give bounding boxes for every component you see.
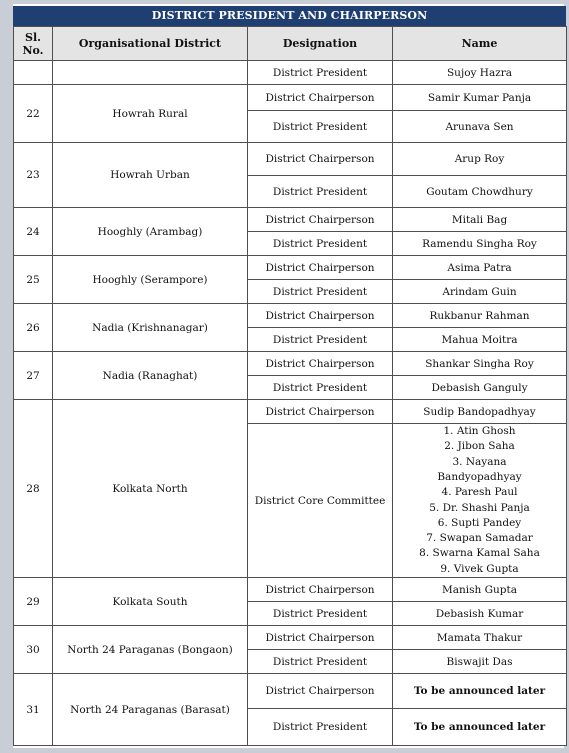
committee-member: 2. Jibon Saha [444, 440, 515, 453]
name-cell: Rukbanur Rahman [393, 304, 567, 328]
header-name: Name [393, 27, 567, 61]
header-district: Organisational District [53, 27, 248, 61]
name-cell: Mahua Moitra [393, 328, 567, 352]
district-table [13, 26, 567, 746]
designation-cell: District President [248, 111, 393, 143]
district-cell: Nadia (Krishnanagar) [53, 304, 248, 352]
committee-member: 7. Swapan Samadar [426, 532, 533, 545]
header-sl-no: Sl. No. [14, 27, 53, 61]
sl-no-cell [14, 61, 53, 85]
designation-cell: District Chairperson [248, 304, 393, 328]
designation-cell: District President [248, 328, 393, 352]
table-row [14, 85, 567, 111]
sl-no-cell: 22 [14, 85, 53, 143]
designation-cell: District Chairperson [248, 85, 393, 111]
district-cell: Nadia (Ranaghat) [53, 352, 248, 400]
committee-member: 5. Dr. Shashi Panja [429, 501, 530, 514]
designation-cell: District President [248, 602, 393, 626]
table-row [14, 208, 567, 232]
designation-cell: District President [248, 280, 393, 304]
district-cell: Kolkata North [53, 400, 248, 578]
table-row [14, 352, 567, 376]
district-cell: North 24 Paraganas (Barasat) [53, 674, 248, 746]
district-cell: North 24 Paraganas (Bongaon) [53, 626, 248, 674]
sl-no-cell: 23 [14, 143, 53, 208]
sl-no-cell: 25 [14, 256, 53, 304]
name-cell: Mamata Thakur [393, 626, 567, 650]
committee-member: 6. Supti Pandey [437, 516, 522, 529]
designation-cell: District President [248, 61, 393, 85]
name-cell: Mitali Bag [393, 208, 567, 232]
designation-cell: District Chairperson [248, 143, 393, 176]
committee-member: 9. Vivek Gupta [440, 562, 519, 575]
table-row [14, 578, 567, 602]
designation-cell: District Chairperson [248, 256, 393, 280]
table-row [14, 400, 567, 424]
table-title: DISTRICT PRESIDENT AND CHAIRPERSON [13, 6, 566, 26]
district-cell: Hooghly (Arambag) [53, 208, 248, 256]
sl-no-cell: 29 [14, 578, 53, 626]
designation-cell: District President [248, 709, 393, 746]
sl-no-cell: 30 [14, 626, 53, 674]
name-cell: Biswajit Das [393, 650, 567, 674]
name-cell: Manish Gupta [393, 578, 567, 602]
sl-no-cell: 28 [14, 400, 53, 578]
committee-member-list [395, 424, 564, 577]
sl-no-cell: 31 [14, 674, 53, 746]
name-cell: Sudip Bandopadhyay [393, 400, 567, 424]
committee-member: 8. Swarna Kamal Saha [419, 547, 540, 560]
name-cell: Samir Kumar Panja [393, 85, 567, 111]
table-row [14, 143, 567, 176]
district-cell: Howrah Rural [53, 85, 248, 143]
name-cell: Debasish Kumar [393, 602, 567, 626]
name-cell: Ramendu Singha Roy [393, 232, 567, 256]
header-designation: Designation [248, 27, 393, 61]
committee-member: 4. Paresh Paul [441, 486, 518, 499]
table-row [14, 256, 567, 280]
designation-cell: District Chairperson [248, 578, 393, 602]
designation-cell: District Chairperson [248, 208, 393, 232]
sl-no-cell: 27 [14, 352, 53, 400]
designation-cell: District Chairperson [248, 352, 393, 376]
district-cell: Kolkata South [53, 578, 248, 626]
designation-cell: District President [248, 176, 393, 208]
name-cell: Sujoy Hazra [393, 61, 567, 85]
designation-cell: District President [248, 376, 393, 400]
district-cell: Howrah Urban [53, 143, 248, 208]
table-row [14, 674, 567, 709]
name-cell: Debasish Ganguly [393, 376, 567, 400]
sl-no-cell: 24 [14, 208, 53, 256]
committee-member: Bandyopadhyay [437, 470, 522, 483]
designation-cell: District Chairperson [248, 400, 393, 424]
designation-cell: District Chairperson [248, 626, 393, 650]
designation-cell: District President [248, 232, 393, 256]
committee-member: 3. Nayana [452, 455, 507, 468]
sl-no-cell: 26 [14, 304, 53, 352]
header-row [14, 27, 567, 61]
designation-cell: District Chairperson [248, 674, 393, 709]
name-cell: Arindam Guin [393, 280, 567, 304]
district-cell [53, 61, 248, 85]
district-cell: Hooghly (Serampore) [53, 256, 248, 304]
name-cell: To be announced later [393, 709, 567, 746]
name-cell: Asima Patra [393, 256, 567, 280]
table-row [14, 61, 567, 85]
designation-cell: District President [248, 650, 393, 674]
name-cell [393, 424, 567, 578]
name-cell: Arup Roy [393, 143, 567, 176]
name-cell: Arunava Sen [393, 111, 567, 143]
table-row [14, 626, 567, 650]
table-row [14, 304, 567, 328]
name-cell: To be announced later [393, 674, 567, 709]
name-cell: Goutam Chowdhury [393, 176, 567, 208]
committee-member: 1. Atin Ghosh [443, 425, 516, 438]
name-cell: Shankar Singha Roy [393, 352, 567, 376]
designation-cell: District Core Committee [248, 424, 393, 578]
